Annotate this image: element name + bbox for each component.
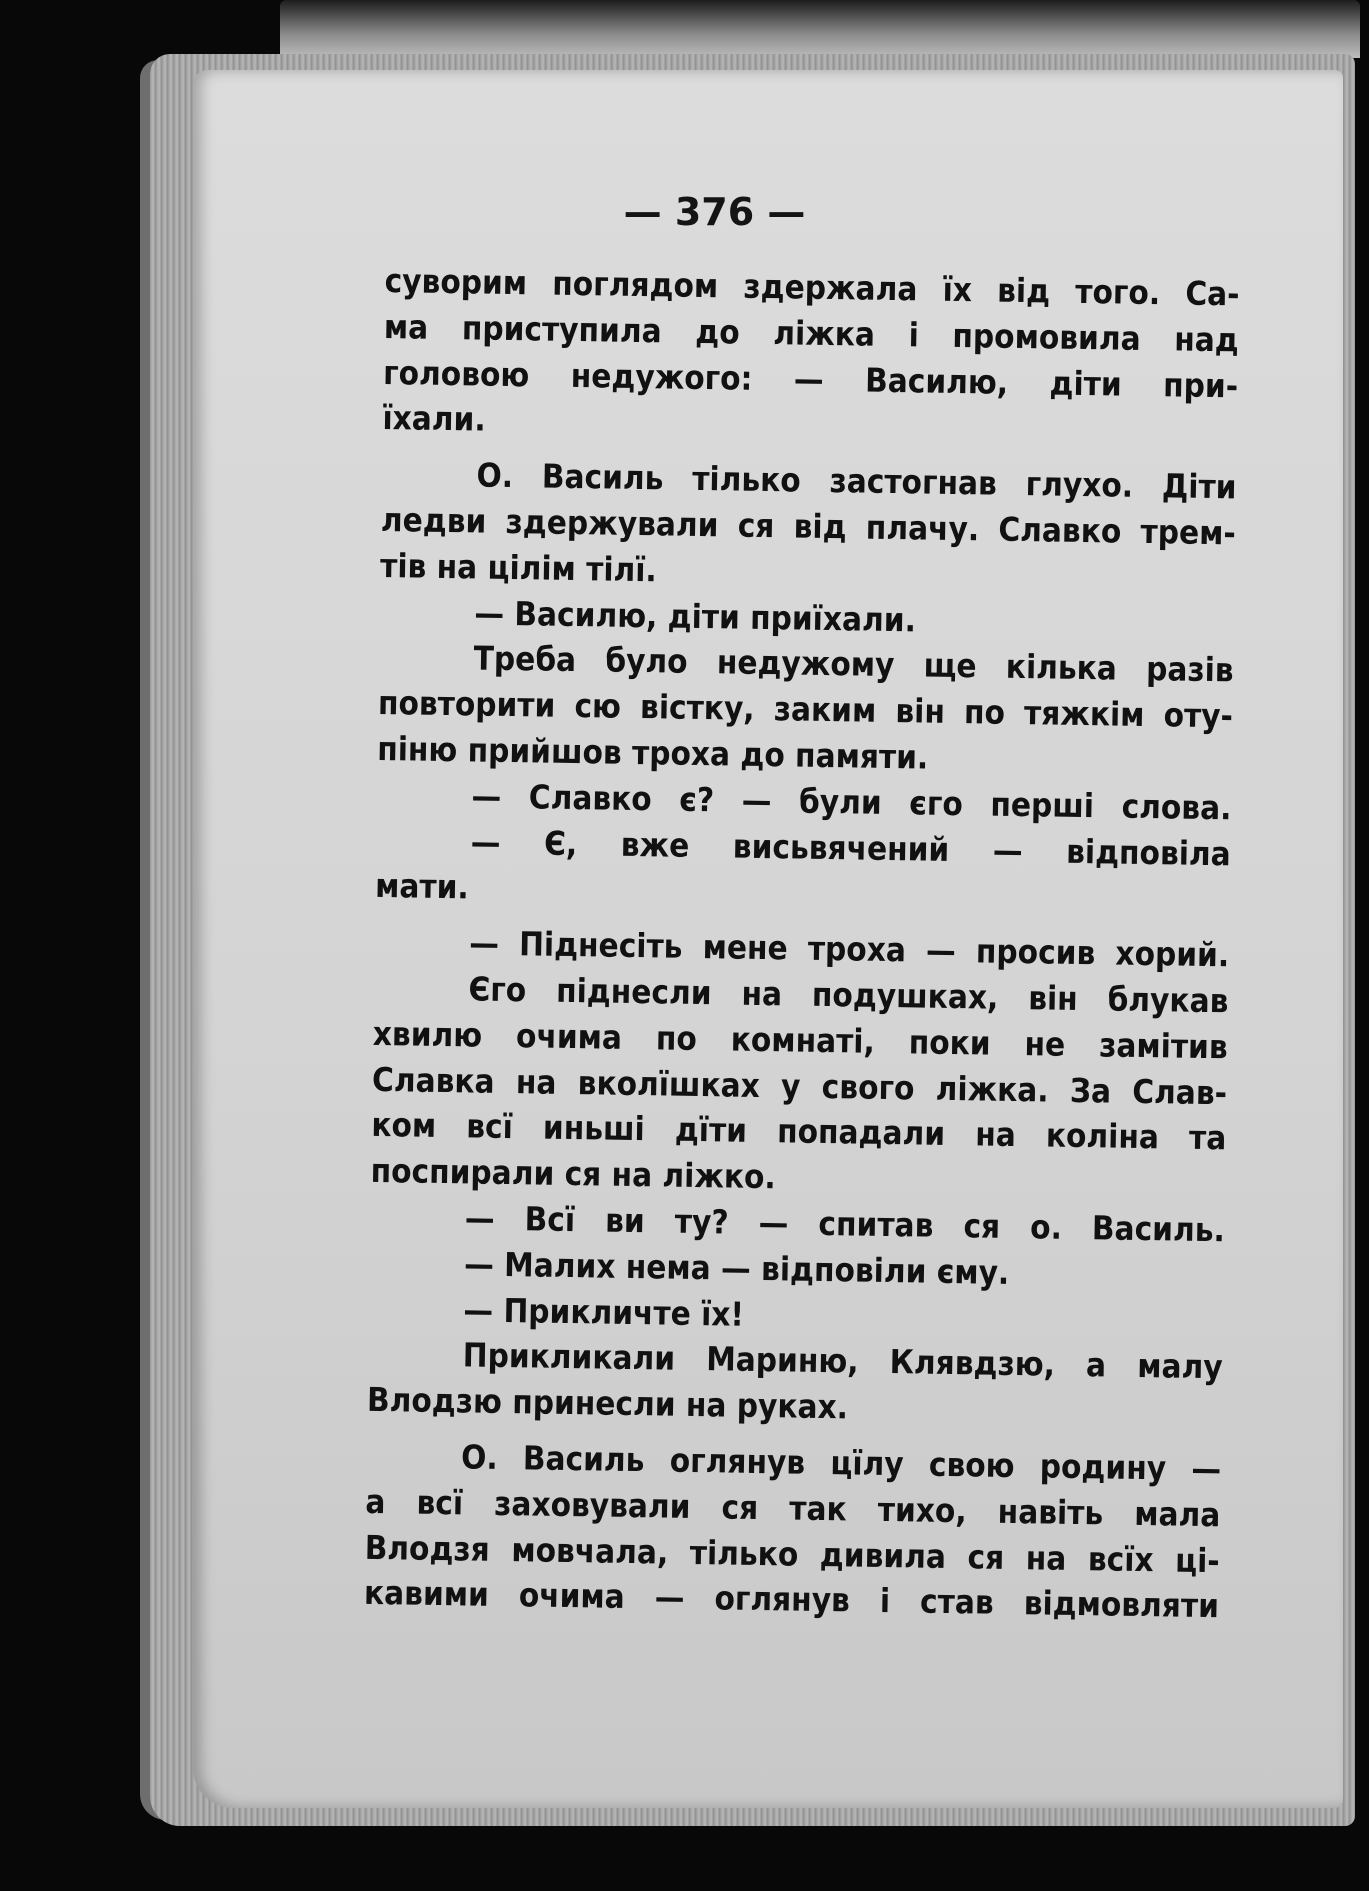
page-number: — 376 — — [623, 190, 806, 234]
text-line: Славка на вколїшках у свого ліжка. За Слав- — [371, 1059, 1228, 1112]
text-line: кавими очима — оглянув і став відмовляти — [363, 1573, 1220, 1626]
text-line: Треба було недужому ще кілька разів — [473, 638, 1234, 690]
text-line: Прикликали Мариню, Клявдзю, а малу — [462, 1335, 1223, 1387]
text-line: Влодзя мовчала, тілько дивила ся на всїх ці- — [364, 1527, 1220, 1580]
text-line: поспирали ся на ліжко. — [370, 1151, 777, 1197]
text-line: тів на цілім тілї. — [379, 545, 658, 590]
text-line: — Є, вже висьвячений — відповіла — [470, 821, 1232, 873]
text-line: — Славко є? — були єго перші слова. — [471, 776, 1232, 828]
text-line: О. Василь тілько застогнав глухо. Діти — [476, 455, 1237, 507]
text-line: О. Василь оглянув цїлу свою родину — — [460, 1437, 1222, 1489]
text-line: повторити сю вістку, заким він по тяжкім оту- — [377, 683, 1234, 736]
text-line: хвилю очима по комнаті, поки не замітив — [372, 1013, 1229, 1067]
book-top-edge — [280, 0, 1360, 58]
text-line: ма приступила до ліжка і промовила над — [383, 306, 1240, 360]
body-text — [364, 258, 1240, 1629]
text-line: — Всї ви ту? — спитав ся о. Василь. — [464, 1198, 1226, 1250]
text-line: головою недужого: — Василю, діти при- — [382, 352, 1239, 406]
text-line: Єго піднесли на подушках, він блукав — [468, 969, 1229, 1021]
text-line: суворим поглядом здержала їх від того. Са- — [384, 260, 1240, 314]
text-line: — Піднесіть мене троха — просив хорий. — [468, 923, 1230, 975]
text-line: їхали. — [382, 398, 486, 439]
text-line: ком всї иньші дїти попадали на коліна та — [371, 1105, 1227, 1158]
text-line: — Прикличте їх! — [463, 1289, 745, 1334]
text-line: піню прийшов троха до памяти. — [376, 728, 929, 777]
text-line: Влодзю принесли на руках. — [366, 1379, 849, 1427]
text-line: — Малих нема — відповіли єму. — [463, 1244, 1010, 1292]
text-line: — Василю, діти приїхали. — [474, 593, 917, 639]
text-line: мати. — [374, 866, 470, 907]
text-line: а всї заховували ся так тихо, навіть мала — [365, 1481, 1221, 1534]
text-line: ледви здержували ся від плачу. Славко трем- — [380, 499, 1237, 553]
